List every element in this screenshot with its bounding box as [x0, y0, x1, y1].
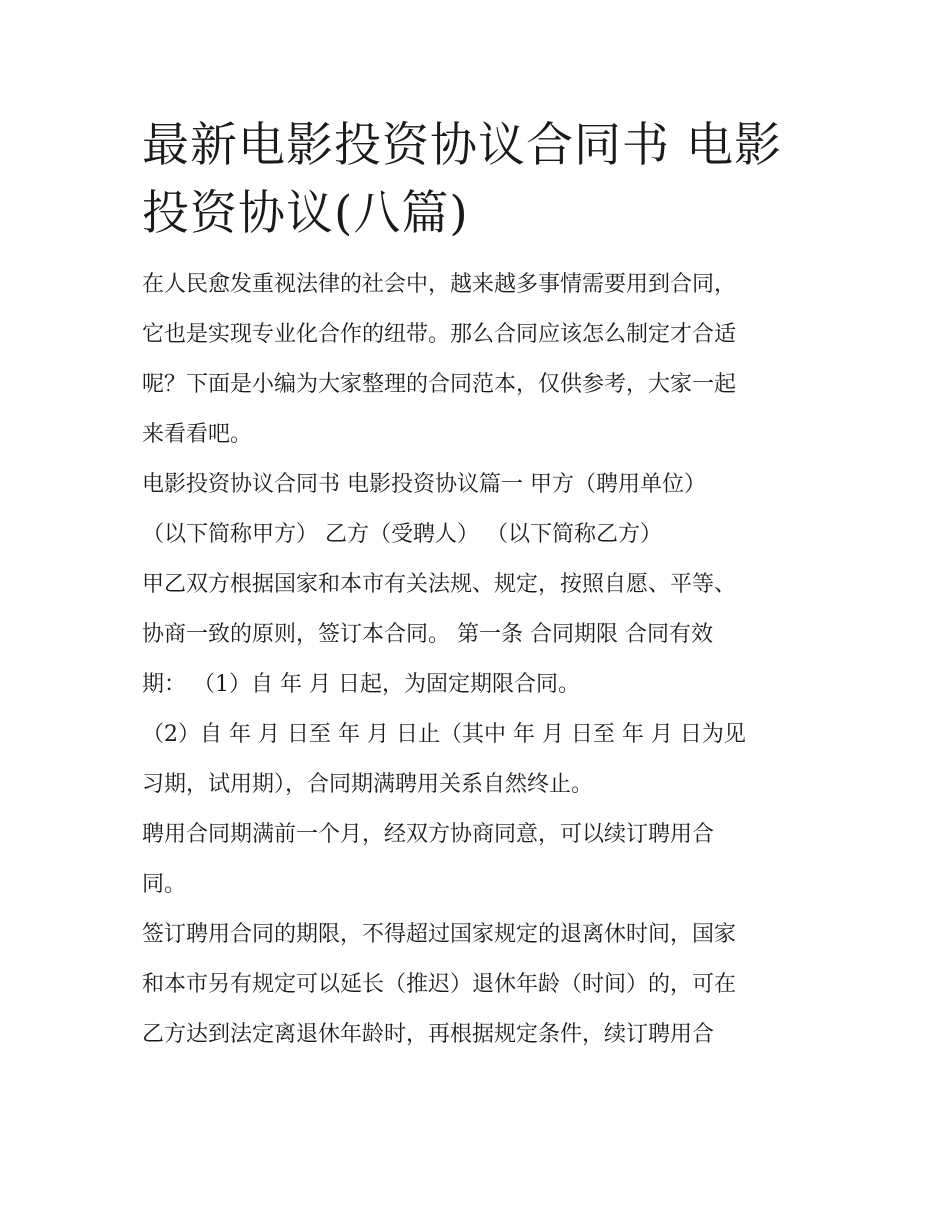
text-line: 电影投资协议合同书 电影投资协议篇一 甲方（聘用单位）	[142, 472, 706, 497]
text-line: 来看看吧。	[142, 422, 253, 447]
text-line: （以下简称甲方） 乙方（受聘人） （以下简称乙方）	[142, 522, 662, 547]
title-line: 投资协议(八篇)	[142, 186, 469, 241]
text-line: 和本市另有规定可以延长（推迟）退休年龄（时间）的，可在	[142, 972, 737, 997]
document-page	[142, 112, 814, 1060]
contract-term-paragraph	[142, 560, 814, 710]
text-line: 习期，试用期），合同期满聘用关系自然终止。	[142, 772, 594, 797]
text-line: 甲乙双方根据国家和本市有关法规、规定，按照自愿、平等、	[142, 572, 737, 597]
intro-paragraph	[142, 260, 814, 460]
title-line: 最新电影投资协议合同书 电影	[142, 118, 782, 173]
text-line: 在人民愈发重视法律的社会中，越来越多事情需要用到合同，	[142, 272, 737, 297]
text-line: （2）自 年 月 日至 年 月 日止（其中 年 月 日至 年 月 日为见	[142, 722, 746, 747]
text-line: 期： （1）自 年 月 日起，为固定期限合同。	[142, 672, 580, 697]
text-line: 乙方达到法定离退休年龄时，再根据规定条件，续订聘用合	[142, 1022, 715, 1047]
document-title	[142, 112, 814, 248]
section-heading-paragraph	[142, 460, 814, 560]
text-line: 呢？下面是小编为大家整理的合同范本，仅供参考，大家一起	[142, 372, 737, 397]
probation-paragraph	[142, 710, 814, 810]
renewal-paragraph	[142, 810, 814, 910]
text-line: 同。	[142, 872, 187, 897]
text-line: 它也是实现专业化合作的纽带。那么合同应该怎么制定才合适	[142, 322, 737, 347]
text-line: 聘用合同期满前一个月，经双方协商同意，可以续订聘用合	[142, 822, 715, 847]
text-line: 协商一致的原则，签订本合同。 第一条 合同期限 合同有效	[142, 622, 713, 647]
retirement-paragraph	[142, 910, 814, 1060]
text-line: 签订聘用合同的期限，不得超过国家规定的退离休时间，国家	[142, 922, 737, 947]
